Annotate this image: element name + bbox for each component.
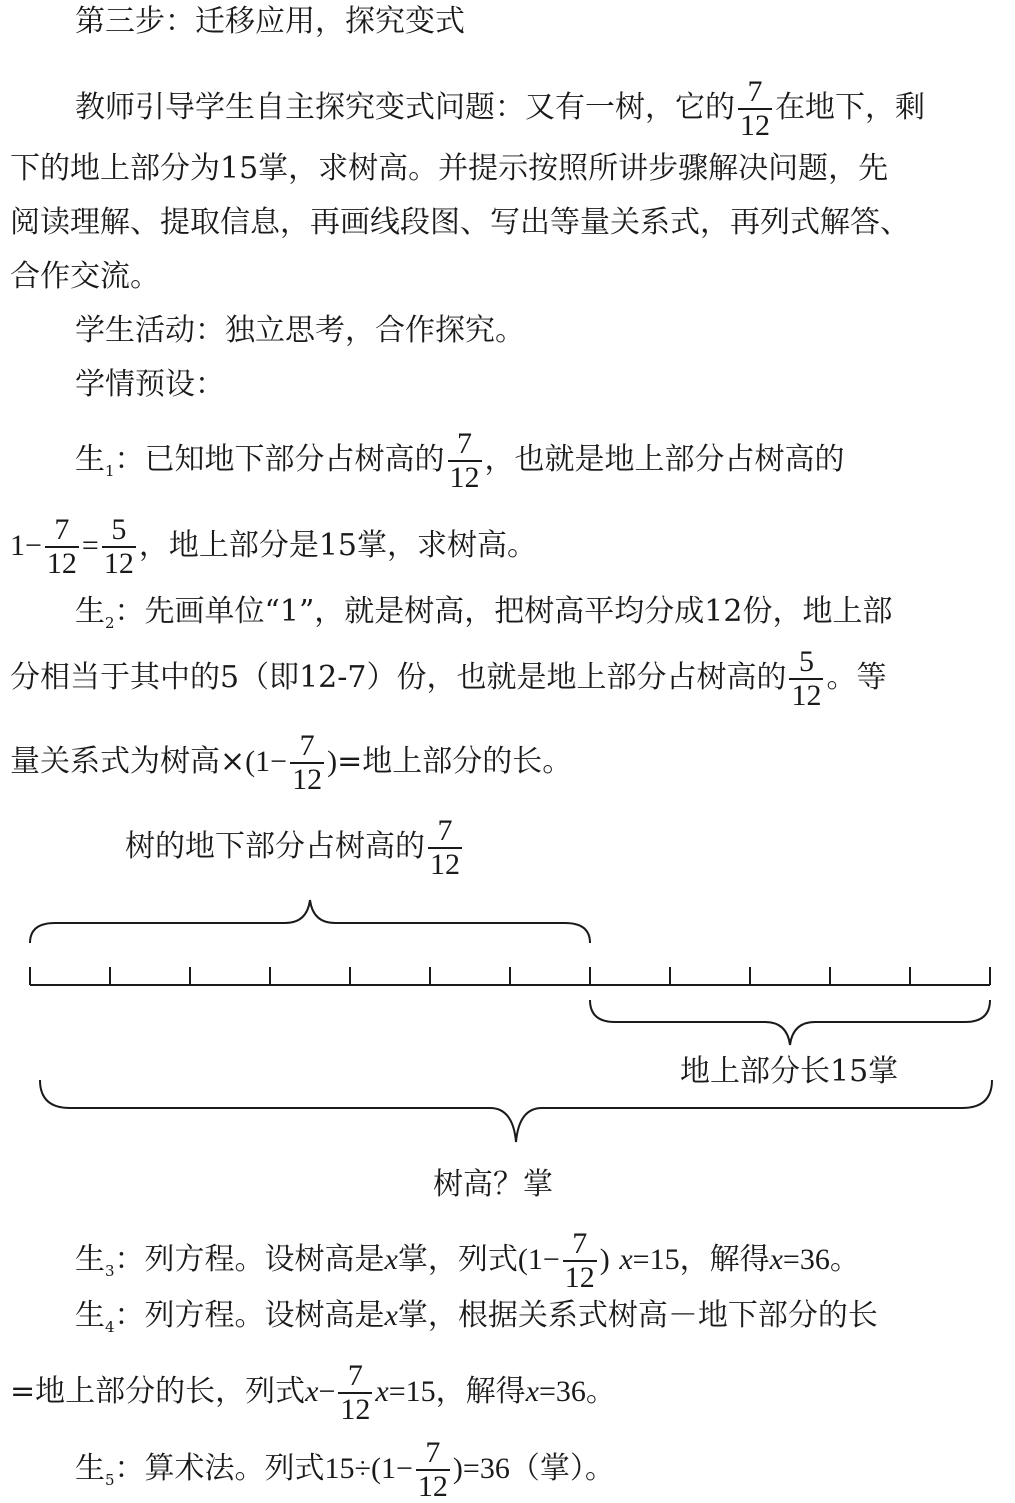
student-label: 生: [75, 1298, 105, 1333]
var-x: x: [305, 1375, 319, 1408]
student-1-line-2: [10, 514, 537, 580]
s3-answer: =36。: [782, 1243, 860, 1276]
student-label: 生: [75, 1242, 105, 1277]
s5-text-a: ：算术法。列式: [114, 1451, 325, 1486]
student-2-line-1: [75, 594, 892, 641]
var-x: x: [384, 1299, 398, 1332]
fraction-seven-twelfths: $\frac{7}{12}$: [46, 513, 77, 580]
paren-open: (1−: [245, 745, 288, 778]
student-index: 5: [105, 1471, 115, 1489]
intro-text-a: 教师引导学生自主探究变式问题：又有一树，它的: [75, 90, 735, 125]
student-index: 3: [105, 1262, 115, 1280]
student-1-line-1: [75, 428, 845, 494]
expr-right: )=36: [452, 1452, 510, 1485]
eq-right: =15: [632, 1243, 680, 1276]
student-3-line: [75, 1228, 860, 1294]
s1-text-c: ，地上部分是15掌，求树高。: [138, 528, 538, 563]
fraction-five-twelfths: $\frac{5}{12}$: [103, 513, 134, 580]
student-2-line-3: [10, 730, 572, 796]
fraction-five-twelfths: $\frac{5}{12}$: [791, 645, 822, 712]
student-2-line-2: [10, 646, 886, 712]
student-label: 生: [75, 1451, 105, 1486]
var-x: x: [619, 1243, 633, 1276]
s1-text-a: ：已知地下部分占树高的: [114, 442, 445, 477]
fraction-seven-twelfths: $\frac{7}{12}$: [340, 1359, 371, 1426]
brace-below-ground: [30, 900, 590, 943]
line-segment-diagram: [0, 800, 1015, 1160]
above-ground-label: 地上部分长15掌: [680, 1054, 899, 1089]
fraction-seven-twelfths: $\frac{7}{12}$: [449, 427, 480, 494]
s5-text-b: （掌）。: [509, 1451, 615, 1486]
intro-line-1: [75, 76, 925, 142]
fraction-seven-twelfths: $\frac{7}{12}$: [417, 1436, 448, 1503]
s4-text-a: ：列方程。设树高是: [114, 1298, 385, 1333]
var-x: x: [384, 1243, 398, 1276]
intro-line-2: 下的地上部分为15掌，求树高。并提示按照所讲步骤解决问题，先: [10, 151, 889, 186]
student-index: 2: [105, 614, 115, 632]
student-index: 4: [105, 1318, 115, 1336]
fraction-seven-twelfths: $\frac{7}{12}$: [430, 814, 460, 881]
var-x: x: [375, 1375, 389, 1408]
fraction-seven-twelfths: $\frac{7}{12}$: [564, 1227, 595, 1294]
s4-answer: =36。: [538, 1375, 616, 1408]
s3-text-b: 掌，列式: [397, 1242, 518, 1277]
s2-text-a: ：先画单位“1”，就是树高，把树高平均分成12份，地上部: [114, 594, 893, 629]
var-x: x: [525, 1375, 539, 1408]
var-x: x: [769, 1243, 783, 1276]
step-heading: 第三步：迁移应用，探究变式: [75, 4, 465, 39]
student-4-line-2: [10, 1360, 616, 1426]
fraction-seven-twelfths: $\frac{7}{12}$: [292, 729, 323, 796]
minus-sign: −: [318, 1375, 336, 1408]
eq-right: =15: [388, 1375, 436, 1408]
s2-text-b: 分相当于其中的5（即12-7）份，也就是地上部分占树高的: [10, 660, 787, 695]
s2-text-c: 。等: [826, 660, 887, 695]
intro-text-b: 在地下，剩: [775, 90, 925, 125]
eq-one-minus: 1−: [10, 529, 42, 562]
student-4-line-1: [75, 1298, 878, 1345]
paren-close: ): [327, 745, 338, 778]
student-label: 生: [75, 442, 105, 477]
student-activity: 学生活动：独立思考，合作探究。: [75, 313, 525, 348]
intro-line-3: 阅读理解、提取信息，再画线段图、写出等量关系式，再列式解答、: [10, 205, 910, 240]
paren-open: (1−: [517, 1243, 560, 1276]
s3-text-a: ：列方程。设树高是: [114, 1242, 385, 1277]
student-index: 1: [105, 462, 115, 480]
eq-equals: =: [81, 529, 99, 562]
s4-text-d: ，解得: [435, 1374, 526, 1409]
s4-text-c: =地上部分的长，列式: [10, 1374, 306, 1409]
intro-line-4: 合作交流。: [10, 259, 160, 294]
s1-text-b: ，也就是地上部分占树高的: [484, 442, 845, 477]
expr-left: 15÷(1−: [324, 1452, 413, 1485]
s4-text-b: 掌，根据关系式树高－地下部分的长: [397, 1298, 878, 1333]
top-label-text: 树的地下部分占树高的: [125, 829, 425, 864]
student-5-line: [75, 1437, 615, 1503]
presupposition-heading: 学情预设：: [75, 367, 225, 402]
s2-text-d: 量关系式为树高×: [10, 744, 246, 779]
tree-height-label: 树高？掌: [433, 1167, 553, 1202]
student-label: 生: [75, 594, 105, 629]
brace-above-ground: [590, 1000, 990, 1045]
s3-text-c: ，解得: [679, 1242, 770, 1277]
fraction-seven-twelfths: $\frac{7}{12}$: [740, 75, 770, 142]
paren-close: ): [599, 1243, 610, 1276]
s2-text-e: =地上部分的长。: [337, 744, 573, 779]
